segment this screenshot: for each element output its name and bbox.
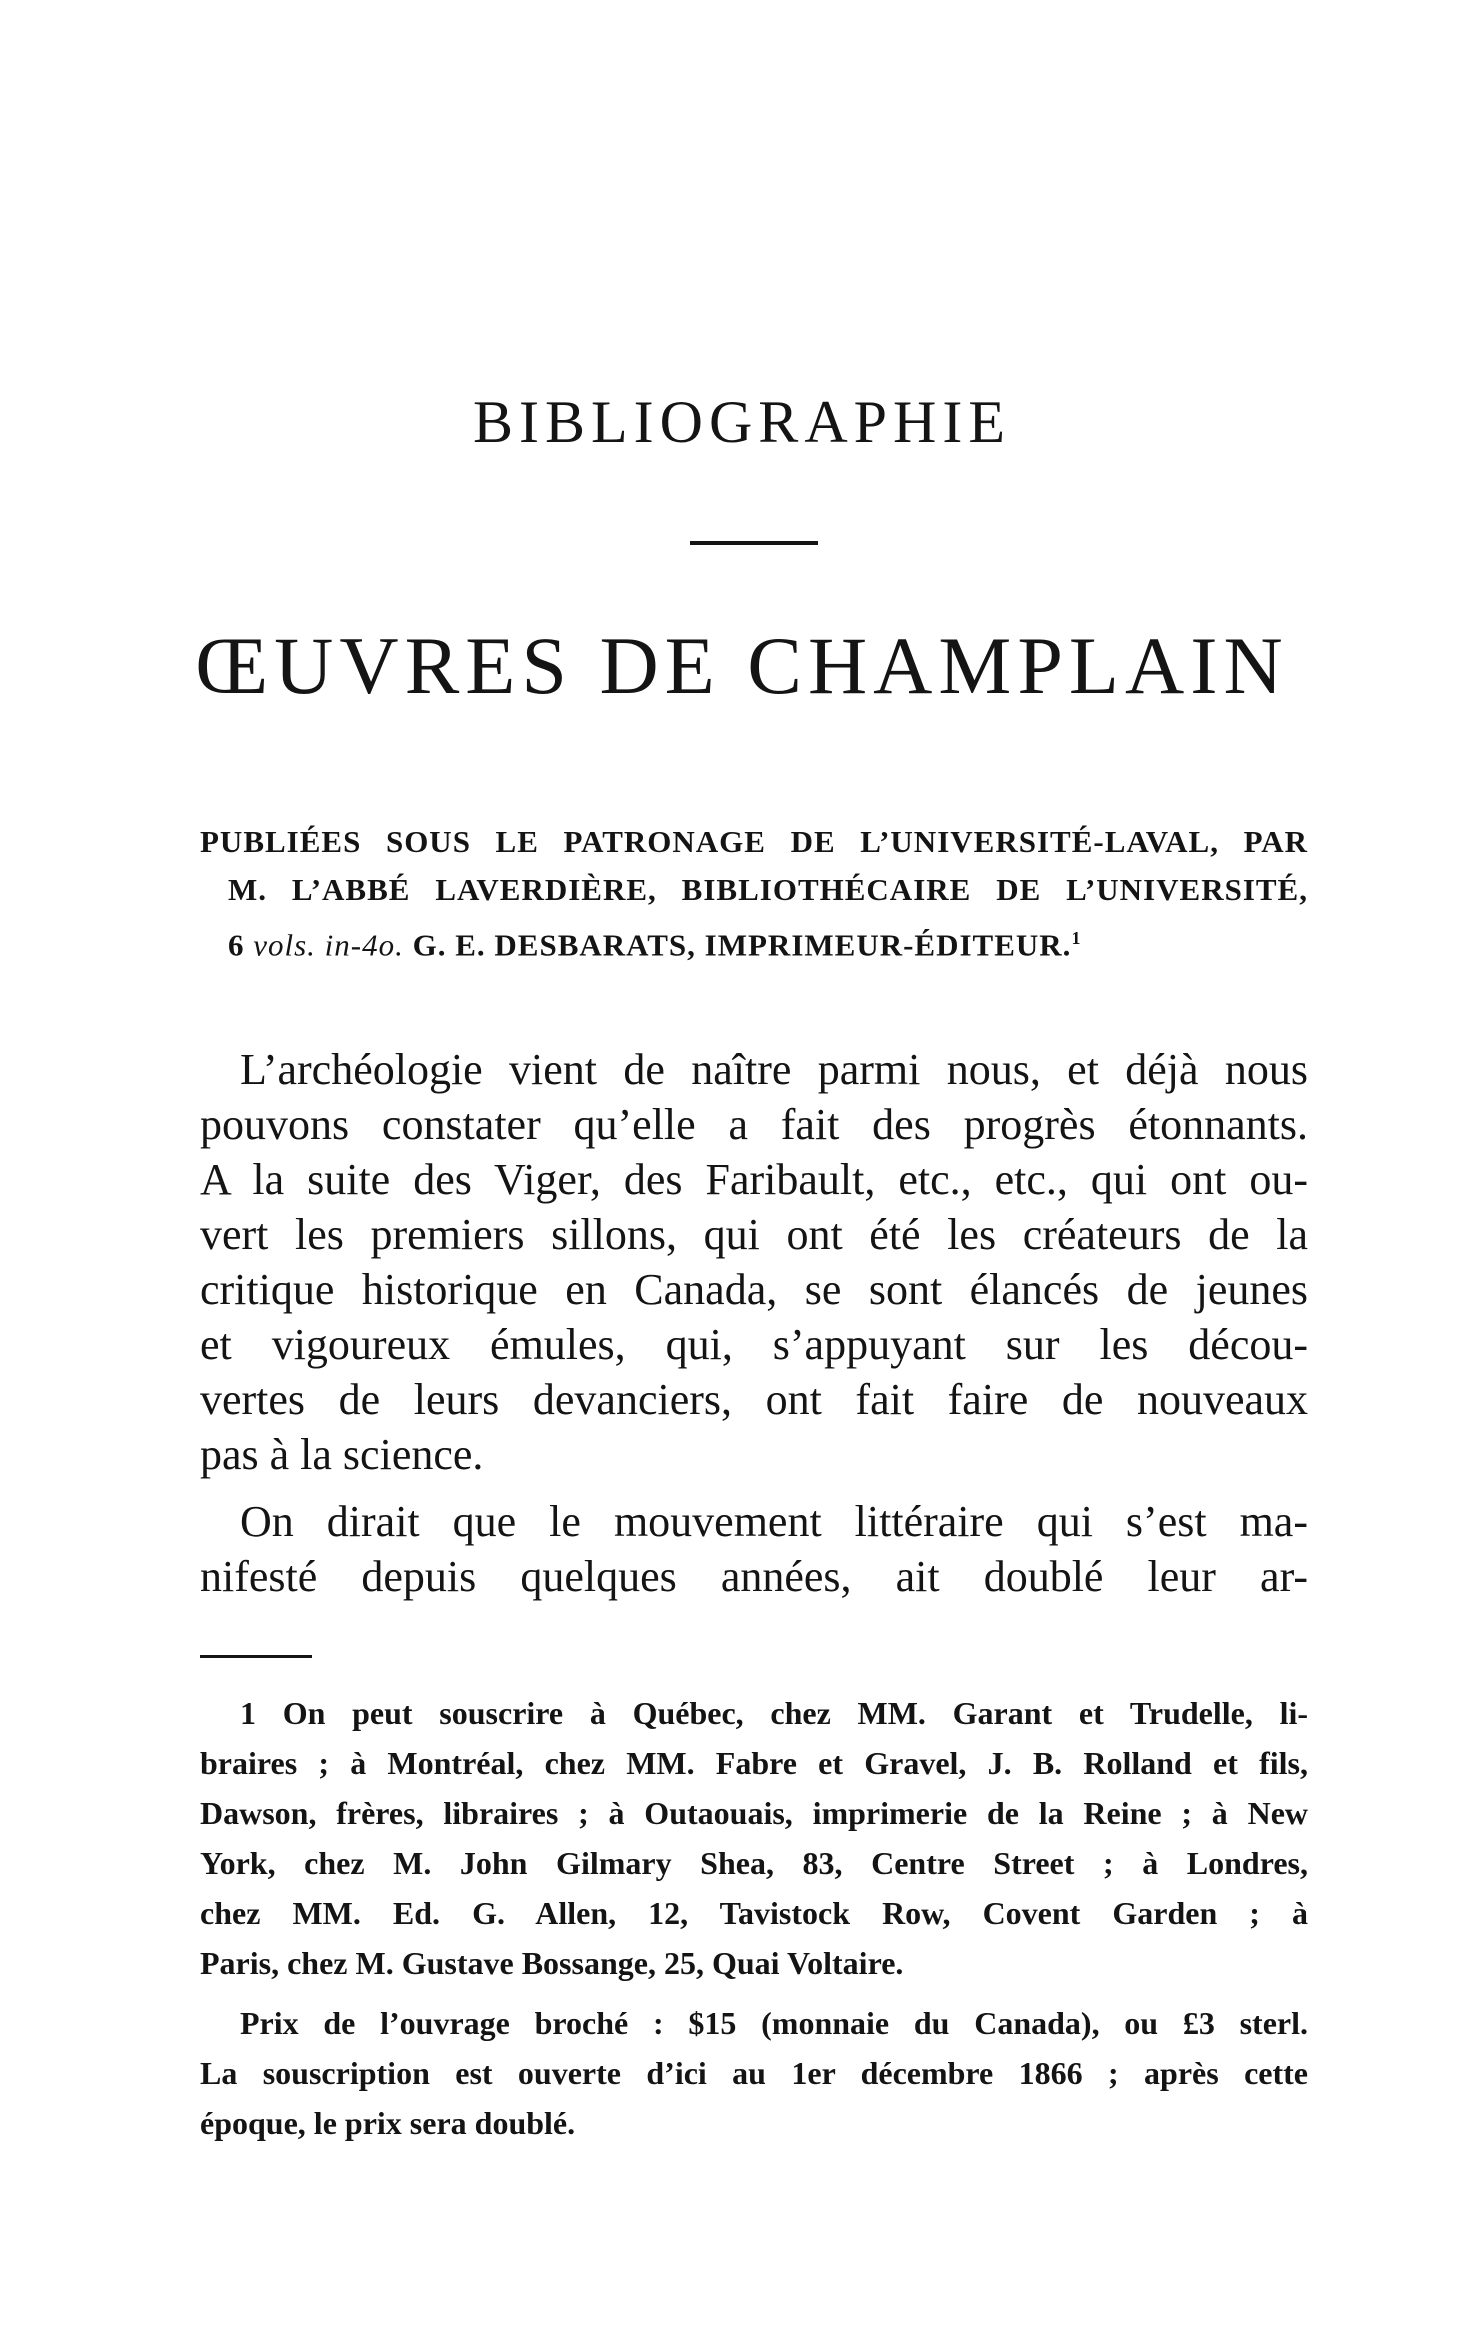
footnote-line: Dawson, frères, libraires ; à Outaouais, imprimerie de la Reine ; à New bbox=[200, 1795, 1308, 1831]
paragraph bbox=[200, 1494, 1308, 1604]
subtitle-line-prefix: 6 bbox=[228, 927, 254, 963]
footnote-line: 1 On peut souscrire à Québec, chez MM. Garant et Trudelle, li- bbox=[240, 1695, 1308, 1731]
footnote-reference: 1 bbox=[1071, 928, 1082, 948]
page-title: ŒUVRES DE CHAMPLAIN bbox=[195, 620, 1289, 711]
footnote-divider bbox=[200, 1655, 312, 1658]
footnote-line: époque, le prix sera doublé. bbox=[200, 2105, 576, 2141]
subtitle-format: vols. in-4o. bbox=[253, 927, 404, 963]
footnote-price bbox=[200, 1998, 1308, 2148]
text-line: critique historique en Canada, se sont élancés de jeunes bbox=[200, 1265, 1308, 1314]
heading-divider bbox=[690, 541, 818, 545]
text-line: L’archéologie vient de naître parmi nous, et déjà nous bbox=[240, 1045, 1308, 1094]
footnote-line: braires ; à Montréal, chez MM. Fabre et Gravel, J. B. Rolland et fils, bbox=[200, 1745, 1308, 1781]
subtitle-line bbox=[200, 914, 1308, 969]
footnote-line: York, chez M. John Gilmary Shea, 83, Centre Street ; à Londres, bbox=[200, 1845, 1308, 1881]
subtitle-publisher: G. E. DESBARATS, IMPRIMEUR-ÉDITEUR. bbox=[403, 927, 1072, 963]
footnote-line: La souscription est ouverte d’ici au 1er décembre 1866 ; après cette bbox=[200, 2055, 1308, 2091]
body-text bbox=[200, 1042, 1308, 1604]
subtitle-line: M. L’ABBÉ LAVERDIÈRE, BIBLIOTHÉCAIRE DE L’UNIVERSITÉ, bbox=[228, 872, 1308, 907]
text-line: vertes de leurs devanciers, ont fait faire de nouveaux bbox=[200, 1375, 1308, 1424]
subtitle-line: PUBLIÉES SOUS LE PATRONAGE DE L’UNIVERSITÉ-LAVAL, PAR bbox=[200, 824, 1308, 859]
text-line: et vigoureux émules, qui, s’appuyant sur les décou- bbox=[200, 1320, 1308, 1369]
text-line: pas à la science. bbox=[200, 1430, 484, 1479]
text-line: nifesté depuis quelques années, ait doublé leur ar- bbox=[200, 1552, 1308, 1601]
footnote-line: Prix de l’ouvrage broché : $15 (monnaie du Canada), ou £3 sterl. bbox=[240, 2005, 1308, 2041]
text-line: vert les premiers sillons, qui ont été les créateurs de la bbox=[200, 1210, 1308, 1259]
footnote-line: chez MM. Ed. G. Allen, 12, Tavistock Row, Covent Garden ; à bbox=[200, 1895, 1308, 1931]
footnote bbox=[200, 1688, 1308, 1988]
paragraph bbox=[200, 1042, 1308, 1482]
text-line: On dirait que le mouvement littéraire qui s’est ma- bbox=[240, 1497, 1308, 1546]
subtitle-block bbox=[200, 818, 1308, 969]
section-heading: BIBLIOGRAPHIE bbox=[473, 389, 1011, 455]
footnote-line: Paris, chez M. Gustave Bossange, 25, Quai Voltaire. bbox=[200, 1945, 904, 1981]
text-line: pouvons constater qu’elle a fait des progrès étonnants. bbox=[200, 1100, 1308, 1149]
footnotes bbox=[200, 1688, 1308, 2148]
text-line: A la suite des Viger, des Faribault, etc., etc., qui ont ou- bbox=[200, 1155, 1308, 1204]
